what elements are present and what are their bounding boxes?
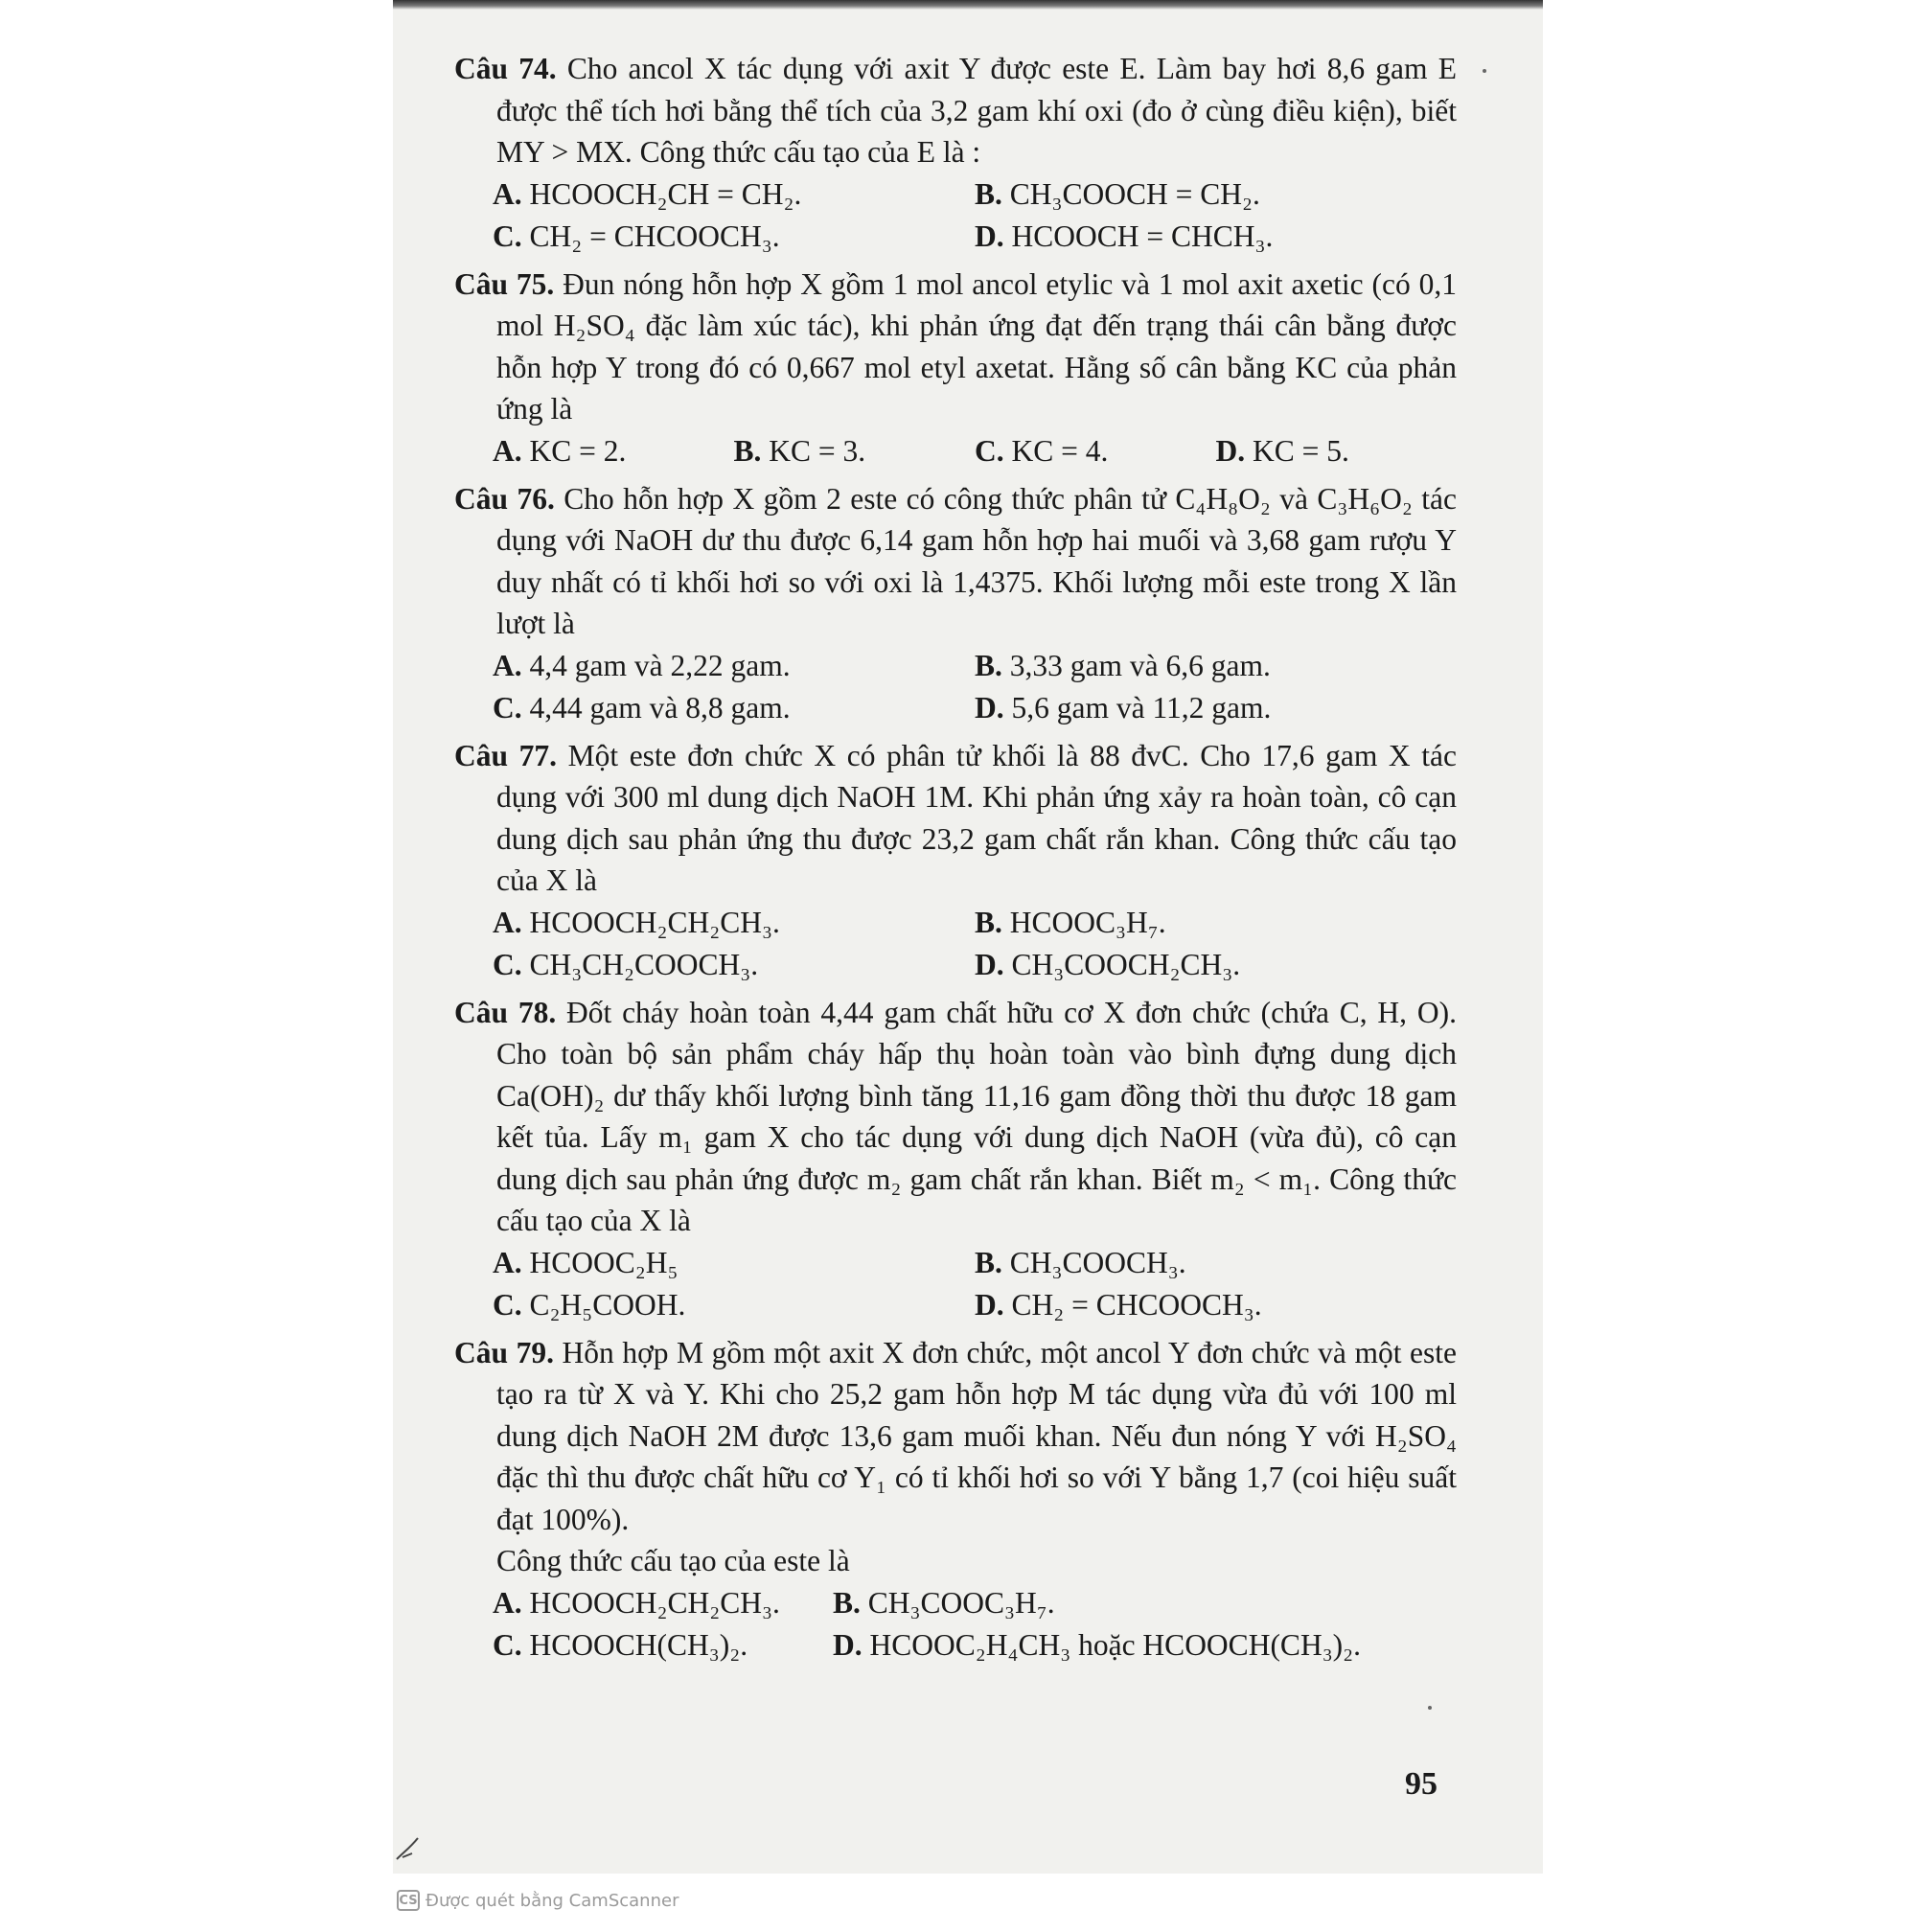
- page-number: 95: [1405, 1766, 1438, 1802]
- option-c: [493, 687, 975, 729]
- question-75: [454, 264, 1457, 472]
- option-letter: D.: [975, 1287, 1004, 1322]
- option-letter: C.: [493, 1287, 522, 1322]
- option-letter: A.: [493, 1585, 522, 1620]
- option-text: HCOOCH₂CH₂CH₃.: [529, 1585, 780, 1620]
- option-text: HCOOCH = CHCH₃.: [1011, 218, 1274, 253]
- option-c: [493, 1624, 833, 1667]
- question-78: [454, 992, 1457, 1326]
- option-b: [975, 645, 1457, 687]
- option-b: [975, 902, 1457, 944]
- question-74: [454, 48, 1457, 258]
- option-b: [975, 173, 1457, 216]
- option-text: KC = 2.: [529, 433, 627, 468]
- option-text: CH₃COOCH₂CH₃.: [1011, 947, 1241, 981]
- watermark-text: Được quét bằng CamScanner: [426, 1890, 679, 1911]
- option-letter: C.: [493, 690, 522, 724]
- option-letter: A.: [493, 1245, 522, 1279]
- question-79: [454, 1332, 1457, 1667]
- option-text: CH₃CH₂COOCH₃.: [529, 947, 759, 981]
- question-stem: [454, 48, 1457, 173]
- question-text: Một este đơn chức X có phân tử khối là 88 đvC. Cho 17,6 gam X tác dụng với 300 ml dung dịch NaOH 1M. Khi phản ứng xảy ra hoàn toàn, cô cạn dung dịch sau phản ứng thu được 23,2 gam chất rắn khan. Công thức cấu tạo của X là: [496, 738, 1457, 897]
- option-a: [493, 645, 975, 687]
- option-text: HCOOCH₂CH = CH₂.: [529, 176, 802, 211]
- question-label: Câu 77.: [454, 738, 557, 772]
- question-label: Câu 76.: [454, 481, 555, 516]
- option-letter: D.: [1215, 433, 1246, 468]
- answer-options: [454, 902, 1457, 986]
- option-text: CH₃COOCH = CH₂.: [1009, 176, 1260, 211]
- option-letter: B.: [975, 905, 1002, 939]
- option-text: HCOOCH(CH₃)₂.: [529, 1627, 748, 1662]
- option-letter: D.: [975, 218, 1004, 253]
- option-c: [493, 1284, 975, 1326]
- answer-options: [454, 1242, 1457, 1326]
- option-letter: A.: [493, 176, 522, 211]
- option-letter: A.: [493, 433, 522, 468]
- option-letter: B.: [975, 1245, 1002, 1279]
- option-letter: B.: [733, 433, 762, 468]
- question-text: Cho ancol X tác dụng với axit Y được este E. Làm bay hơi 8,6 gam E được thể tích hơi bằng thể tích của 3,2 gam khí oxi (đo ở cùng điều kiện), biết MY > MX. Công thức cấu tạo của E là :: [496, 52, 1457, 169]
- camscanner-logo-icon: CS: [397, 1890, 420, 1911]
- question-label: Câu 75.: [454, 266, 555, 301]
- option-letter: D.: [975, 947, 1004, 981]
- option-letter: C.: [493, 218, 522, 253]
- option-b: [734, 430, 976, 472]
- option-a: [493, 902, 975, 944]
- question-76: [454, 478, 1457, 729]
- question-label: Câu 78.: [454, 995, 557, 1029]
- option-b: [833, 1582, 1457, 1624]
- question-text: Hỗn hợp M gồm một axit X đơn chức, một ancol Y đơn chức và một este tạo ra từ X và Y. Khi cho 25,2 gam hỗn hợp M tác dụng vừa đủ với 100 ml dung dịch NaOH 2M được 13,6 gam muối khan. Nếu đun nóng Y với H₂SO₄ đặc thì thu được chất hữu cơ Y₁ có tỉ khối hơi so với Y bằng 1,7 (coi hiệu suất đạt 100%).: [496, 1335, 1457, 1536]
- answer-options: [454, 1582, 1457, 1667]
- option-text: 3,33 gam và 6,6 gam.: [1009, 648, 1271, 682]
- question-stem: [454, 264, 1457, 430]
- question-stem: [454, 1332, 1457, 1541]
- question-stem: [454, 478, 1457, 645]
- option-a: [493, 1242, 975, 1284]
- option-letter: A.: [493, 648, 522, 682]
- option-d: [975, 944, 1457, 986]
- question-stem: [454, 735, 1457, 902]
- option-letter: C.: [493, 947, 522, 981]
- answer-options: [454, 173, 1457, 258]
- option-text: HCOOC₃H₇.: [1009, 905, 1166, 939]
- question-list: [454, 48, 1457, 1672]
- pen-mark-icon: [393, 1809, 450, 1867]
- answer-options: [454, 430, 1457, 472]
- answer-options: [454, 645, 1457, 729]
- option-d: [975, 1284, 1457, 1326]
- option-text: C₂H₅COOH.: [529, 1287, 686, 1322]
- option-text: HCOOC₂H₅: [529, 1245, 678, 1279]
- question-text: Đun nóng hỗn hợp X gồm 1 mol ancol etylic và 1 mol axit axetic (có 0,1 mol H₂SO₄ đặc làm xúc tác), khi phản ứng đạt đến trạng thái cân bằng được hỗn hợp Y trong đó có 0,667 mol etyl axetat. Hằng số cân bằng KC của phản ứng là: [496, 266, 1457, 426]
- option-letter: D.: [833, 1627, 862, 1662]
- option-letter: B.: [975, 648, 1002, 682]
- camscanner-watermark: [397, 1890, 678, 1911]
- option-text: CH₂ = CHCOOCH₃.: [529, 218, 780, 253]
- option-letter: D.: [975, 690, 1004, 724]
- option-c: [493, 944, 975, 986]
- option-a: [493, 1582, 833, 1624]
- question-prompt: Công thức cấu tạo của este là: [496, 1544, 850, 1577]
- question-text: Cho hỗn hợp X gồm 2 este có công thức phân tử C₄H₈O₂ và C₃H₆O₂ tác dụng với NaOH dư thu được 6,14 gam hỗn hợp hai muối và 3,68 gam rượu Y duy nhất có tỉ khối hơi so với oxi là 1,4375. Khối lượng mỗi este trong X lần lượt là: [496, 481, 1457, 640]
- option-d: [975, 687, 1457, 729]
- scanned-page: [393, 0, 1543, 1874]
- page-top-edge: [393, 0, 1543, 10]
- option-b: [975, 1242, 1457, 1284]
- option-d: [1216, 430, 1458, 472]
- option-text: CH₃COOCH₃.: [1009, 1245, 1186, 1279]
- option-d: [833, 1624, 1457, 1667]
- option-a: [493, 173, 975, 216]
- option-text: HCOOC₂H₄CH₃ hoặc HCOOCH(CH₃)₂.: [869, 1627, 1362, 1662]
- question-text: Đốt cháy hoàn toàn 4,44 gam chất hữu cơ X đơn chức (chứa C, H, O). Cho toàn bộ sản phẩm cháy hấp thụ hoàn toàn vào bình đựng dung dịch Ca(OH)₂ dư thấy khối lượng bình tăng 11,16 gam đồng thời thu được 18 gam kết tủa. Lấy m₁ gam X cho tác dụng với dung dịch NaOH (vừa đủ), cô cạn dung dịch sau phản ứng được m₂ gam chất rắn khan. Biết m₂ < m₁. Công thức cấu tạo của X là: [496, 995, 1457, 1237]
- speck: [1483, 69, 1486, 73]
- option-text: CH₃COOC₃H₇.: [867, 1585, 1055, 1620]
- option-letter: C.: [493, 1627, 522, 1662]
- option-text: KC = 4.: [1011, 433, 1109, 468]
- option-text: 5,6 gam và 11,2 gam.: [1011, 690, 1272, 724]
- option-text: HCOOCH₂CH₂CH₃.: [529, 905, 780, 939]
- option-text: KC = 5.: [1253, 433, 1349, 468]
- speck: [1428, 1706, 1432, 1710]
- question-label: Câu 79.: [454, 1335, 554, 1369]
- option-c: [493, 216, 975, 258]
- option-text: CH₂ = CHCOOCH₃.: [1011, 1287, 1262, 1322]
- option-text: 4,44 gam và 8,8 gam.: [529, 690, 791, 724]
- option-a: [493, 430, 734, 472]
- option-text: 4,4 gam và 2,22 gam.: [529, 648, 791, 682]
- question-label: Câu 74.: [454, 52, 557, 85]
- option-letter: C.: [975, 433, 1004, 468]
- option-letter: B.: [975, 176, 1002, 211]
- question-stem: [454, 992, 1457, 1242]
- option-d: [975, 216, 1457, 258]
- option-c: [975, 430, 1216, 472]
- option-letter: A.: [493, 905, 522, 939]
- question-77: [454, 735, 1457, 986]
- option-letter: B.: [833, 1585, 861, 1620]
- option-text: KC = 3.: [769, 433, 866, 468]
